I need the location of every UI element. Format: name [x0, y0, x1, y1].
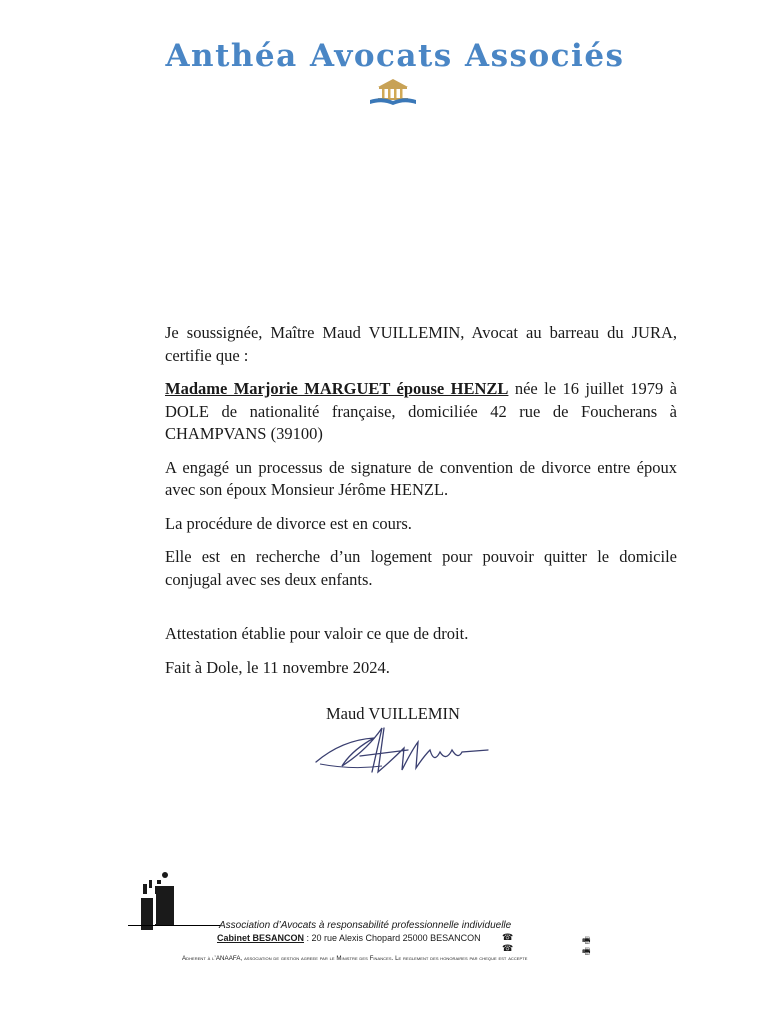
client-details: née le 16 juillet 1979 à DOLE de nationalité française, domiciliée 42 rue de Foucherans à CHAMPVANS (39100)	[165, 379, 678, 443]
courthouse-book-icon	[368, 77, 418, 107]
handwritten-signature	[312, 720, 492, 778]
client-paragraph	[165, 378, 677, 446]
footer-legal-notice: Adherent à l’ANAAFA, association de gestion agreee par le Ministre des Finances. Le reglement des honoraires par cheque est accepte	[182, 955, 528, 962]
attestation-paragraph: Attestation établie pour valoir ce que de droit.	[165, 624, 469, 643]
intro-paragraph: Je soussignée, Maître Maud VUILLEMIN, Avocat au barreau du JURA, certifie que :	[165, 323, 677, 365]
association-logo-icon	[138, 870, 178, 932]
footer-divider	[128, 925, 220, 926]
signer-name: Maud VUILLEMIN	[326, 704, 460, 723]
cabinet-label: Cabinet BESANCON	[217, 933, 305, 943]
engagement-paragraph: A engagé un processus de signature de convention de divorce entre époux avec son époux Monsieur Jérôme HENZL.	[165, 457, 677, 499]
housing-paragraph: Elle est en recherche d’un logement pour pouvoir quitter le domicile conjugal avec ses deux enfants.	[165, 547, 677, 589]
letter-body	[165, 322, 677, 690]
phone-icon: ☎	[502, 944, 514, 954]
procedure-paragraph: La procédure de divorce est en cours.	[165, 513, 412, 533]
fax-icon: 🖷	[582, 947, 591, 957]
place-date: Fait à Dole, le 11 novembre 2024.	[165, 657, 390, 677]
phone-icon: ☎	[502, 933, 514, 943]
fax-icon: 🖷	[582, 936, 591, 946]
cabinet-address: : 20 rue Alexis Chopard 25000 BESANCON	[304, 933, 481, 943]
footer-address	[217, 933, 481, 943]
footer-association: Association d’Avocats à responsabilité professionnelle individuelle	[219, 920, 512, 931]
client-name: Madame Marjorie MARGUET épouse HENZL	[165, 379, 509, 398]
firm-name: Anthéa Avocats Associés	[165, 38, 625, 74]
